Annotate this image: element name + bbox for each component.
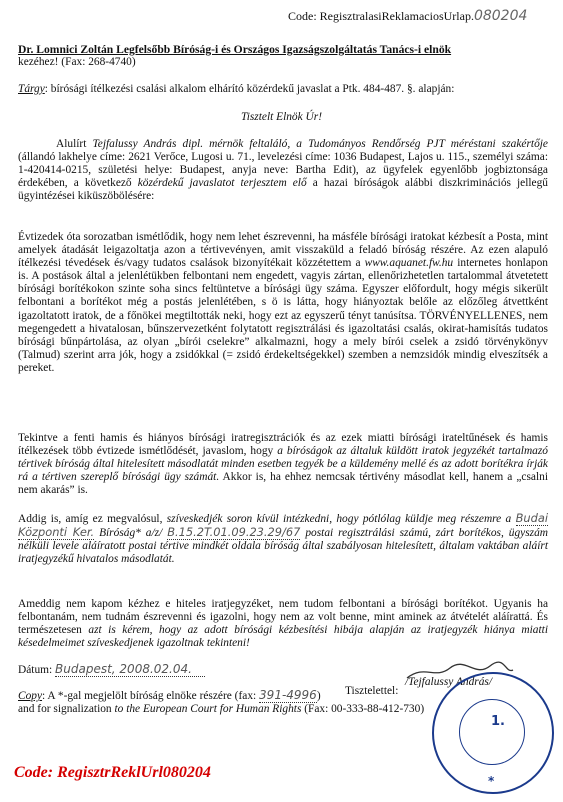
stamp-inner-ring [459,699,525,765]
document-code-label: Code: RegisztralasiReklamaciosUrlap.080204 [288,8,528,24]
paragraph-proposal: Tekintve a fenti hamis és hiányos bírósági iratregisztrációk és az ezek miatti bírósági irateltűnések és hamis ítélkezések több évtizede ismétlődését, javaslom, hogy a bíróságok az általuk küldött iratok jegyzékét tartalmazó tértivek bíróság által hitelesített másodlatát minden esetben tegyék be a küldemény mellé és az adott borítékra írják rá a tértiven szereplő bírósági ügy számát. Akkor is, ha ehhez nemcsak tértivény másodlat kell, hanem a „csalni nem akarás” is. [18,432,549,497]
recipient-line: Dr. Lomnici Zoltán Legfelsőbb Bíróság-i és Országos Igazságszolgáltatás Tanács-i elnök [18,43,452,56]
signer-name: /Tejfalussy András/ [405,676,493,688]
copy-line: Copy: A *-gal megjelölt bíróság elnöke részére (fax: 391-4996) [18,688,321,702]
paragraph-problem: Évtizedek óta sorozatban ismétlődik, hogy nem lehet észrevenni, ha másféle bírósági iratokat kézbesít a Posta, mint amelyek átadását leigazoltatja azon a tértivevényen, amit visszaküld a feladó bíróság részére. Az ezen alapuló ítélkezési tévedések és/vagy tudatos csalások bizonyítékait közzétettem a www.aquanet.fw.hu internetes honlapon is. A postások által a jelenlétükben felbontani nem engedett, vagyis zártan, ellenőrizhetetlen tartalommal átvetetett bírósági borítékokon szinte soha sincs feltüntetve a bírósági ügy száma. Egyszer előfordult, hogy mégis sikerült felbontani a borítékot még a postás jelenlétében, s ö is látta, hogy hiányoztak belőle az előzőleg átvettként igazoltatott iratok, de a főnökei megtiltották neki, hogy ezt az egyszerű tényt tanúsítsa. TÖRVÉNYELLENES, nem megengedett a hivatalosan, bűnszervezetként folytatott regisztrálási és igazoltatási csalás, okirat-hamisítás tudatos bírósági bűnpártolása, az olyan „bírói cselekre” alkalmazni, hogy a mely bírói cselek a zsidó törvénykönyv (Talmud) szerint arra jók, hogy a zsidókkal (= zsidó érdekeltségekkel) szemben a nemzsidók mindig elveszítsék a pereket. [18,231,548,374]
stamp-number: 1. [491,714,505,729]
handwritten-date: Budapest, 2008.02.04. [55,663,205,677]
handwritten-fax: 391-4996 [259,688,317,702]
date-line [18,663,205,677]
regards-text: Tisztelettel: [345,685,399,697]
salutation: Tisztelt Elnök Úr! [240,111,322,123]
subject-label: Tárgy [18,83,45,95]
date-label: Dátum: [18,664,53,676]
stamp-star: * [488,774,495,788]
handwritten-code: 080204 [473,8,528,24]
recipient-fax-line: kezéhez! (Fax: 268-4740) [18,56,136,68]
paragraph-request: Addig is, amíg ez megvalósul, szíveskedjék soron kívül intézkedni, hogy pótlólag küldje meg részemre a Budai Központi Ker. Bíróság* a/z/ B.15.2T.01.09.23.29/67 postai regisztrálási számú, zárt borítékos, ügyszám nélküli levele aláíratott postai tértive mindkét oldala bíróság által szabályosan hitelesített, általam vaktában aláírt iratjegyzékű hivatalos másodlatát. [18,511,548,566]
bottom-red-code: Code: RegisztrReklUrl080204 [14,764,211,781]
signalization-line: and for signalization to the European Court for Human Rights (Fax: 00-333-88-412-730) [18,703,425,715]
handwritten-case-number: B.15.2T.01.09.23.29/67 [167,525,301,540]
copy-label: Copy [18,690,43,702]
paragraph-introduction: Alulírt Tejfalussy András dipl. mérnök feltaláló, a Tudományos Rendőrség PJT méréstani szakértője (állandó lakhelye címe: 2621 Verőce, Lugosi u. 71., levelezési címe: 1036 Budapest, Lajos u. 115., személyi száma: 1-420414-0215, születési helye: Budapest, anyja neve: Bartha Edit), az ügyfelek egyenlőbb jogbiztonsága érdekében, a következő közérdekű javaslatot terjesztem elő a hazai bíróságok alábbi diszkriminációs jellegű ügyintézései kiküszöbölésére: [18,138,548,203]
organization-stamp [432,672,554,794]
subject-line: Tárgy: bírósági ítélkezési csalási alkalom elhárító közérdekű javaslat a Ptk. 484-487. §. alapján: [18,83,455,95]
paragraph-closing: Ameddig nem kapom kézhez e hiteles iratjegyzéket, nem tudom felbontani a bírósági borítékot. Ugyanis ha felbontanám, nem tudnám észrevenni és igazolni, hogy nem az volt benne, mint aminek az átvételét aláírattá. És természetesen azt is kérem, hogy az adott bírósági kézbesítési hibája alapján az iratjegyzék hiánya miatti késedelmeimet szíveskedjenek igazoltnak tekinteni! [18,598,548,650]
website-link-text: www.aquanet.fw.hu [364,257,454,270]
handwritten-court-name: Budai Központi Ker. [18,511,548,540]
